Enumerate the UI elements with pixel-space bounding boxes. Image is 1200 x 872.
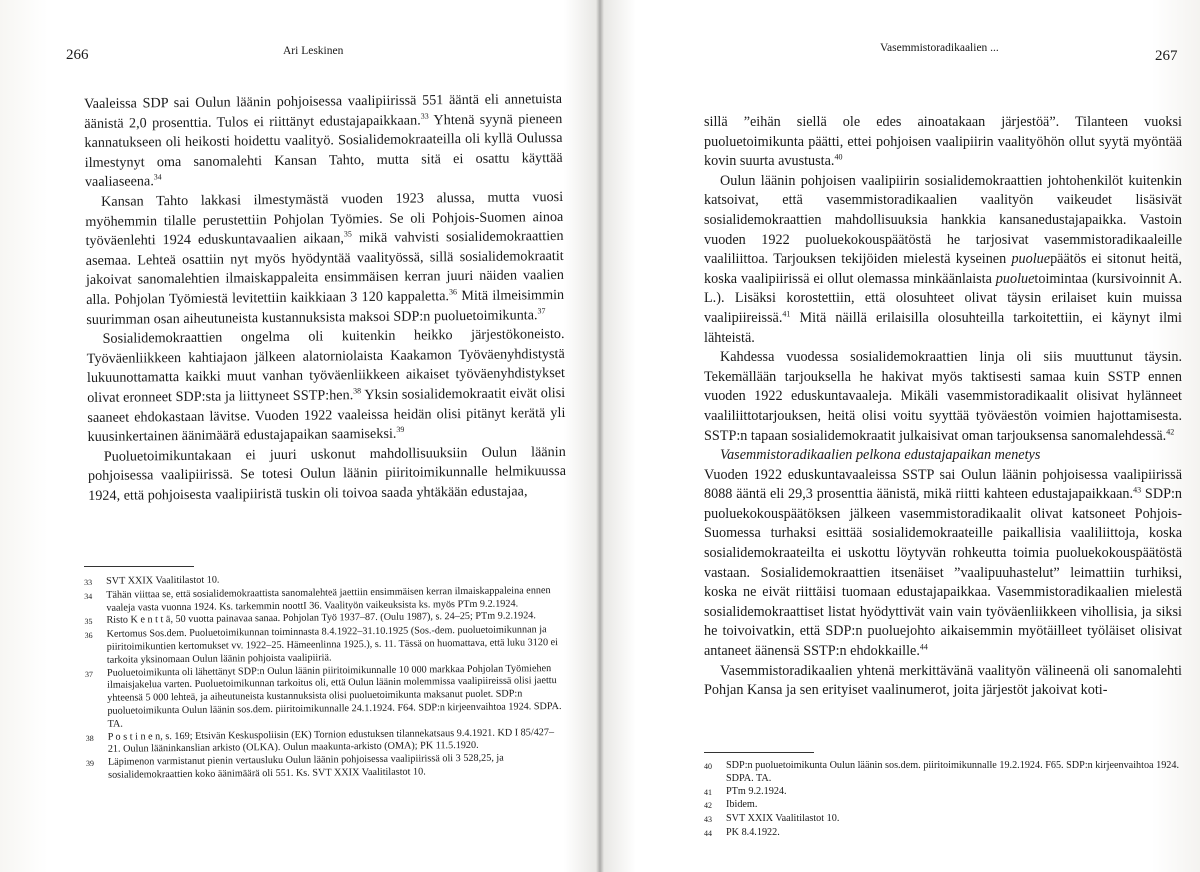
text-run: Vaaleissa SDP sai Oulun läänin pohjoisessa vaalipiirissä 551 ääntä eli annetuista äänistä 2,0 prosenttia. Tulos ei riittänyt edustajapaikkaan.: [84, 90, 563, 132]
text-run: Vasemmistoradikaalien yhtenä merkittävänä vaalityön välineenä oli sanomalehti Pohjan Kansa ja sen erityiset vaalinumerot, joita järjestöt jakoivat koti-: [704, 662, 1182, 699]
footnote-number: 39: [85, 759, 95, 769]
text-run: toimintaa (kursivoinnit A. L.). Lisäksi korostettiin, että olosuhteet olivat täysin erilaiset kuin muissa vaalipiireissä.: [704, 270, 1182, 326]
text-run: Vuoden 1922 eduskuntavaaleissa SSTP sai Oulun läänin pohjoisessa vaalipiirissä 8088 ääntä eli 29,3 prosenttia äänistä, mikä riitti kahteen edustajapaikkaan.: [704, 466, 1182, 503]
footnote-number: 38: [85, 733, 94, 743]
footnote-number: 35: [84, 617, 93, 627]
text-run: mikä vahvisti sosialidemokraattien asemaa. Lehteä osattiin nyt myös hyödyntää vaalityössä, sillä sosialidemokraatit jakoivat sanomalehtien ilmaiskappaleita ensimmäisen kerran juuri näiden vaalien alla. Pohjolan Työmiestä levitettiin kaikkiaan 3 120 kappaletta.: [85, 228, 564, 308]
footnote-number: 37: [84, 669, 94, 679]
text-run: Mitä ilmeisimmin suurimman osan aiheutuneista kustannuksista maksoi SDP:n puoluetoimikunta.: [86, 286, 565, 328]
text-run: Yksin sosialidemokraatit eivät olisi saaneet ehdokastaan lävitse. Vuoden 1922 vaaleissa heidän olisi pitänyt kerätä yli kuusinkertainen äänimäärä edustajapaikan saamiseksi.: [87, 384, 566, 446]
footnote-text: PK 8.4.1922.: [726, 826, 780, 838]
italic-text: puolue: [1011, 251, 1051, 268]
footnote-number: 41: [704, 787, 712, 797]
footnote-ref: 44: [919, 642, 928, 652]
footnote-text: Risto K e n t t ä, 50 vuotta painavaa sanaa. Pohjolan Työ 1937–87. (Oulu 1987), s. 24–25; PTm 9.2.1924.: [106, 610, 536, 627]
footnote-text: Tähän viittaa se, että sosialidemokraattista sanomalehteä jaettiin ensimmäisen kerran ilmaiskappaleina ennen vaaleja vasta vuonna 1924. Ks. tarkemmin noottI 36. Vaalityön vaikeuksista ks. myös PTm 9.2.1924.: [106, 584, 551, 614]
footnote-text: P o s t i n e n, s. 169; Etsivän Keskuspoliisin (EK) Tornion edustuksen tilannekatsaus 9.4.1921. KD I 85/427–21. Oulun lääninkanslian arkisto (OLKA). Oulun maakunta-arkisto (OMA); PK 11.5.1920.: [107, 726, 555, 756]
footnote-number: 43: [704, 815, 712, 825]
paragraph: [704, 348, 1182, 446]
footnote-text: PTm 9.2.1924.: [726, 785, 787, 797]
running-head-left: Ari Leskinen: [283, 45, 344, 57]
paragraph: [88, 443, 567, 507]
footnote: [704, 827, 1182, 841]
footnote: [704, 799, 1182, 813]
right-page: [602, 0, 1200, 872]
footnotes-right: [704, 760, 1182, 841]
footnote-number: 42: [704, 801, 712, 811]
body-text-right: [704, 113, 1182, 701]
footnote-ref: 41: [782, 309, 791, 319]
footnote-number: 33: [84, 577, 93, 587]
text-run: Sosialidemokraattien ongelma oli kuitenkin heikko järjestökoneisto. Työväenliikkeen kahtiajaon jälkeen alatorniolaista Kaakamon Työväenyhdistystä lukuunottamatta kaikki muut vanhan työväenliikkeen aikaiset työväenyhdistykset olivat eronneet SDP:sta ja liittyneet SSTP:hen.: [86, 326, 566, 406]
footnote-text: Kertomus Sos.dem. Puoluetoimikunnan toiminnasta 8.4.1922–31.10.1925 (Sos.-dem. puoluetoimikunnan ja piiritoimikuntien kertomukset vv. 1922–25. Hämeenlinna 1925.), s. 11. Tässä on huomattava, että luku 3120 ei tarkoita yksinomaan Oulun läänin pohjoista vaalipiiriä.: [106, 624, 558, 666]
footnote-text: Puoluetoimikunta oli lähettänyt SDP:n Oulun läänin piiritoimikunnalle 10 000 markkaa Pohjolan Työmiehen ilmaisjakelua varten. Puoluetoimikunnan tarkoitus oli, että Oulun läänin molemmissa vaalipiireissä olisi jaettu yhteensä 5 000 lehteä, ja aiheutuneista kustannuksista olisi puoluetoimikunta maksanut puolet. SDP:n puoluetoimikunta Oulun läänin sos.dem. piiritoimikunnalle 24.1.1924. F64. SDP:n kirjeenvaihtoa 1924. SDPA. TA.: [106, 662, 562, 730]
footnote-text: SVT XXIX Vaalitilastot 10.: [726, 813, 840, 825]
footnote-ref: 39: [396, 425, 405, 435]
footnote-ref: 43: [1133, 485, 1142, 495]
text-run: Oulun läänin pohjoisen vaalipiirin sosialidemokraattien johtohenkilöt kuitenkin katsoivat, että vasemmistoradikaalien vaalityön vaikeudet lisäsivät sosialidemokraattien mahdollisuuksia hankkia kansanedustajapaikka. Vastoin vuoden 1922 puoluekokouspäätöstä he tarjosivat vasemmistoradikaaleille vaaliliittoa. Tarjouksen tekijöiden mielestä kyseinen: [704, 172, 1182, 268]
footnote: [85, 624, 565, 667]
footnote-ref: 35: [343, 229, 352, 239]
text-run: Kansan Tahto lakkasi ilmestymästä vuoden 1923 alussa, mutta vuosi myöhemmin tilalle perustettiin Pohjolan Työmies. Se oli Pohjois-Suomen ainoa työväenlehti 1924 eduskuntavaalien aikaan,: [85, 188, 564, 250]
italic-text: puolue: [995, 270, 1035, 287]
footnote-number: 34: [84, 591, 93, 601]
paragraph: [84, 90, 563, 193]
footnotes-left: [84, 571, 566, 783]
paragraph: [704, 466, 1182, 662]
footnote: [86, 752, 566, 783]
footnote-ref: 42: [1166, 426, 1175, 436]
footnote-number: 44: [704, 828, 712, 838]
left-page: [0, 0, 598, 872]
text-run: Mitä näillä erilaisilla olosuhteilla tarkoitettiin, ei käynyt ilmi lähteistä.: [704, 309, 1182, 346]
footnote: [704, 786, 1182, 800]
page-number-right: 267: [1155, 48, 1178, 64]
running-head-right: Vasemmistoradikaalien ...: [880, 42, 999, 54]
footnote-rule-right: [704, 752, 814, 753]
text-run: sillä ”eihän siellä ole edes ainoatakaan järjestöä”. Tilanteen vuoksi puoluetoimikunta päätti, ettei pohjoisen vaalipiirin vaalityöhön ollut syytä myöntää kovin suurta avustusta.: [704, 114, 1182, 170]
page-number-left: 266: [66, 47, 89, 63]
footnote: [704, 760, 1182, 786]
footnote: [85, 663, 566, 732]
footnote-text: SVT XXIX Vaalitilastot 10.: [105, 574, 220, 587]
paragraph: [704, 662, 1182, 701]
footnote-number: 40: [704, 762, 712, 771]
paragraphs-before-subheading: [704, 113, 1182, 446]
footnote-text: SDP:n puoluetoimikunta Oulun läänin sos.dem. piiritoimikunnalle 19.2.1924. F65. SDP:n kirjeenvaihtoa 1924. SDPA. TA.: [726, 760, 1180, 784]
paragraph: [85, 188, 564, 330]
text-run: Puoluetoimikuntakaan ei juuri uskonut mahdollisuuksiin Oulun läänin pohjoisessa vaalipiirissä. Se totesi Oulun läänin piiritoimikunnalle helmikuussa 1924, että pohjoisesta vaalipiiristä tuskin oli toivoa saada yhtäkään edustajaa,: [87, 443, 567, 504]
paragraph: [86, 325, 565, 448]
paragraphs-after-subheading: [704, 466, 1182, 701]
footnote-text: Ibidem.: [726, 799, 758, 811]
footnote-ref: 36: [448, 287, 458, 297]
footnote-ref: 33: [420, 111, 429, 121]
text-run: Kahdessa vuodessa sosialidemokraattien linja oli siis muuttunut täysin. Tekemällään tarjouksella he hakivat myös taktisesti samaa kuin SSTP ennen vuoden 1922 eduskuntavaaleja. Mikäli vasemmistoradikaalit olisivat hylänneet vaaliliittotarjouksen, heitä olisi voitu syyttää työväestön voimien hajottamisesta. SSTP:n tapaan sosialidemokraatit julkaisivat oman tarjouksensa sanomalehdessä.: [704, 349, 1182, 444]
paragraph: [704, 113, 1182, 172]
footnote-text: Läpimenon varmistanut pienin vertausluku Oulun läänin pohjoisessa vaalipiirissä oli 3 528,25, ja sosialidemokraattien koko äänimäärä oli 551. Ks. SVT XXIX Vaalitilastot 10.: [107, 752, 504, 781]
body-text-left: [84, 90, 566, 506]
section-subheading: Vasemmistoradikaalien pelkona edustajapaikan menetys: [720, 447, 1041, 464]
text-run: päätös ei sitonut heitä, koska vaalipiirissä ei ollut olemassa minkäänlaista: [704, 251, 1183, 287]
text-run: SDP:n puoluekokouspäätöksen jälkeen vasemmistoradikaalit olivat katsoneet Pohjois-Suomessa turhaksi esittää sosialidemokraateille paikallisia vaaliliittoja, koska sosialidemokraateilta ei uskottu löytyvän rohkeutta toimia puoluekokouspäätöstä vastaan. Sosialidemokraattien itsenäiset ”vaalipuuhastelut” leimattiin turhiksi, koska ne eivät riittäisi tuomaan edustajapaikkaa. Vasemmistoradikaalien mielestä sosialidemokraattiset listat hyödyttivät vain vain työväenliikkeen vihollisia, ja siksi he toivoivatkin, että SDP:n puoluejohto aikaisemmin myötäilleet työläiset olisivat antaneet äänensä SSTP:n ehdokkaille.: [704, 486, 1182, 660]
footnote-ref: 40: [834, 152, 843, 162]
footnote-ref: 34: [153, 172, 162, 182]
footnote-ref: 38: [353, 386, 362, 396]
footnote-rule-left: [84, 566, 194, 567]
footnote-ref: 37: [537, 305, 546, 316]
paragraph: [704, 172, 1182, 348]
footnote-number: 36: [84, 631, 93, 641]
footnote: [704, 813, 1182, 827]
text-run: Yhtenä syynä pieneen kannatukseen oli heikosti hoidettu vaalityö. Sosialidemokraateilla oli kyllä Oulussa ilmestynyt oma sanomalehti Kansan Tahto, mutta sitä ei osattu käyttää vaaliaseena.: [84, 110, 563, 191]
